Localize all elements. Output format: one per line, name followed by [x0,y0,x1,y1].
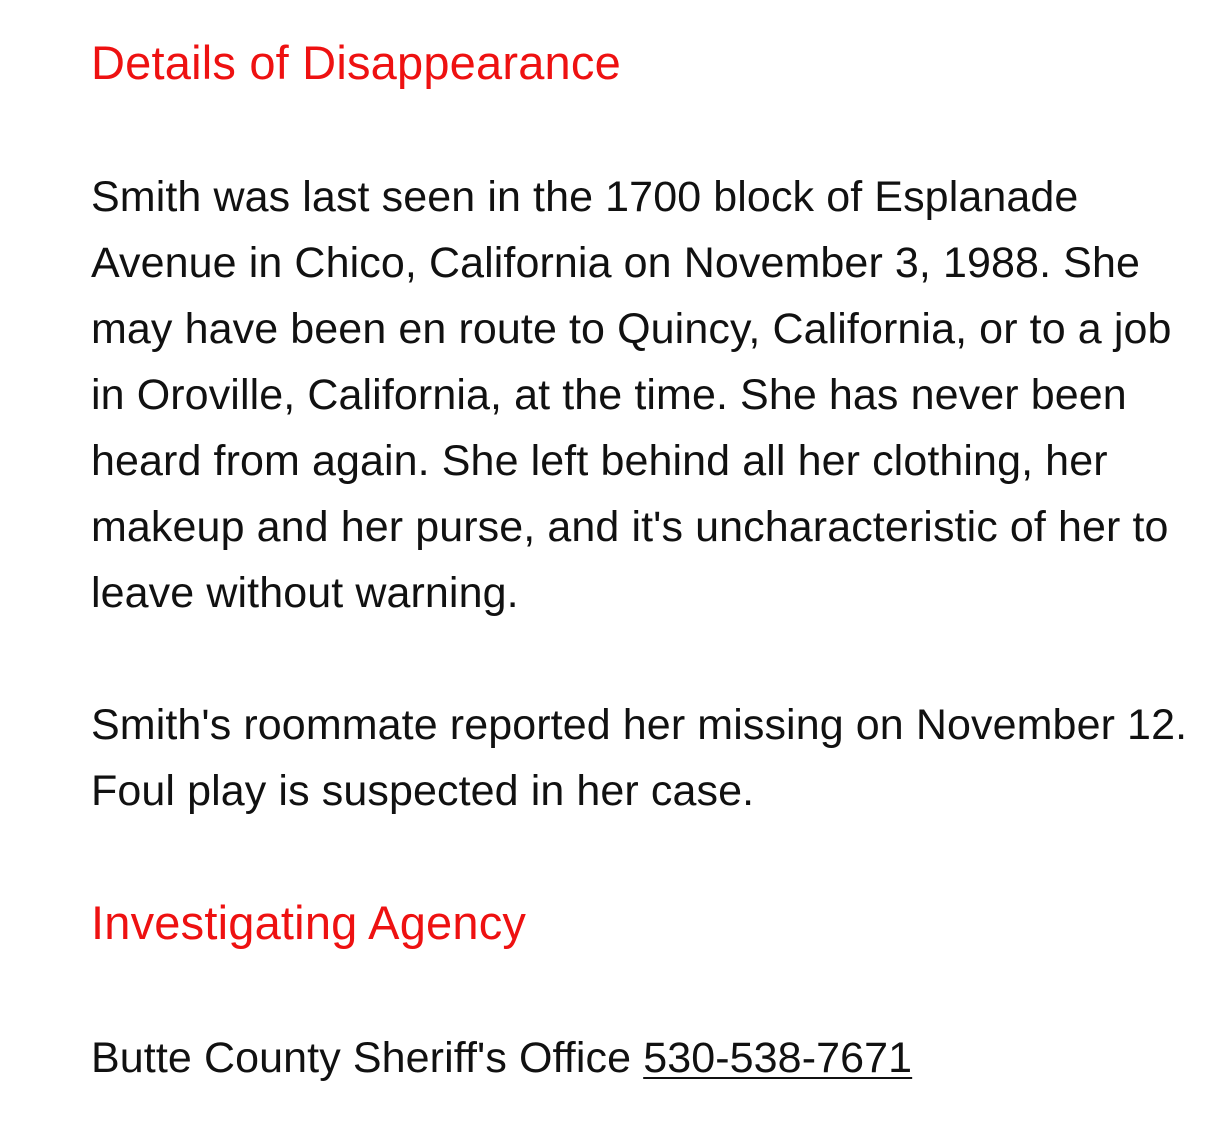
details-heading: Details of Disappearance [91,36,621,89]
investigating-agency-heading: Investigating Agency [91,896,527,949]
disappearance-details-paragraph: Smith was last seen in the 1700 block of Esplanade Avenue in Chico, California on November 3, 1988. She may have been en route to Quincy, California, or to a job in Oroville, California, at the time. She has never been heard from again. She left behind all her clothing, her makeup and her purse, and it's uncharacteristic of her to leave without warning. [91,173,1172,617]
agency-phone-link[interactable]: 530-538-7671 [643,1034,913,1082]
agency-name: Butte County Sheriff's Office [91,1034,632,1082]
missing-report-paragraph: Smith's roommate reported her missing on November 12. Foul play is suspected in her case. [91,701,1188,815]
agency-contact-line [91,1025,912,1091]
